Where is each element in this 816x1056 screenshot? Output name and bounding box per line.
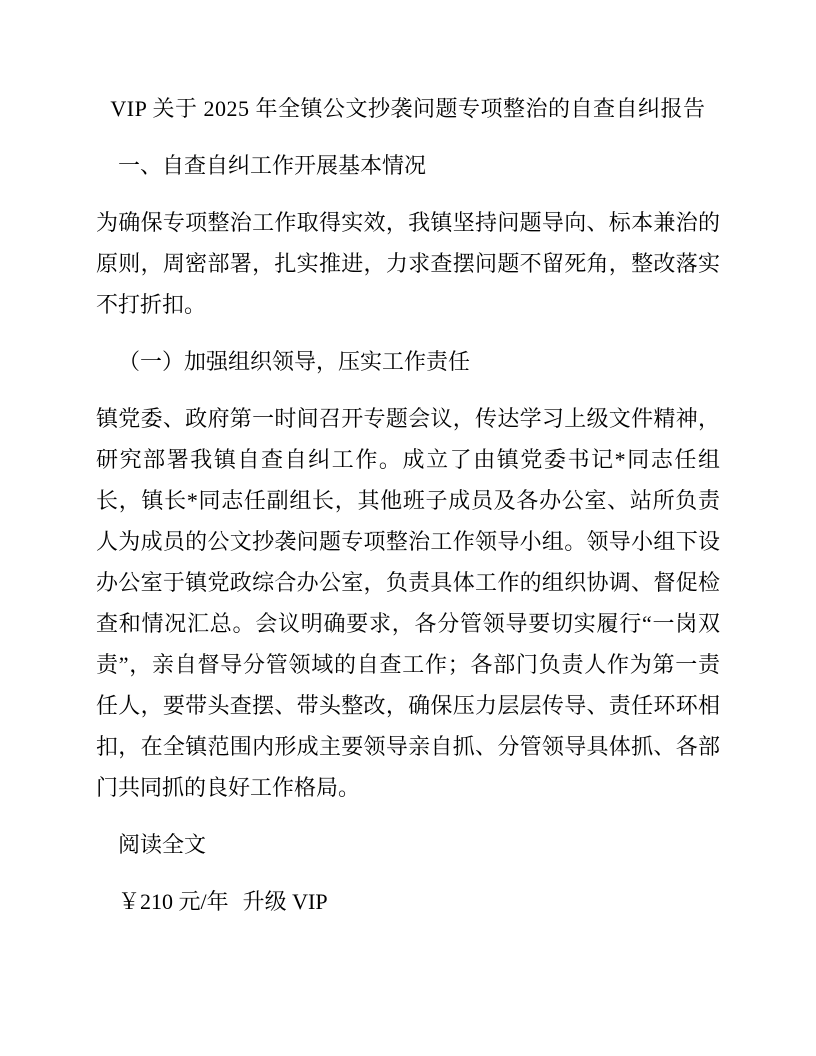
read-full-text-link[interactable]: 阅读全文 [118,832,207,857]
document-title: VIP 关于 2025 年全镇公文抄袭问题专项整治的自查自纠报告 [110,96,706,121]
paragraph-2: 镇党委、政府第一时间召开专题会议，传达学习上级文件精神，研究部署我镇自查自纠工作。成立了由镇党委书记*同志任组长，镇长*同志任副组长，其他班子成员及各办公室、站所负责人为成员的公文抄袭问题专项整治工作领导小组。领导小组下设办公室于镇党政综合办公室，负责具体工作的组织协调、督促检查和情况汇总。会议明确要求，各分管领导要切实履行“一岗双责”，亲自督导分管领域的自查工作；各部门负责人作为第一责任人，要带头查摆、带头整改，确保压力层层传导、责任环环相扣，在全镇范围内形成主要领导亲自抓、分管领导具体抓、各部门共同抓的良好工作格局。 [96,406,720,800]
section-heading-1: 一、自查自纠工作开展基本情况 [118,153,427,178]
paragraph-1: 为确保专项整治工作取得实效，我镇坚持问题导向、标本兼治的原则，周密部署，扎实推进，力求查摆问题不留死角，整改落实不打折扣。 [96,210,720,317]
upgrade-vip-button[interactable]: 升级 VIP [242,889,328,914]
read-full-text-row [96,824,720,865]
subsection-heading-1: （一）加强组织领导，压实工作责任 [118,349,471,374]
vip-offer-row [96,881,720,922]
vip-price-label: ￥210 元/年 [118,889,229,914]
